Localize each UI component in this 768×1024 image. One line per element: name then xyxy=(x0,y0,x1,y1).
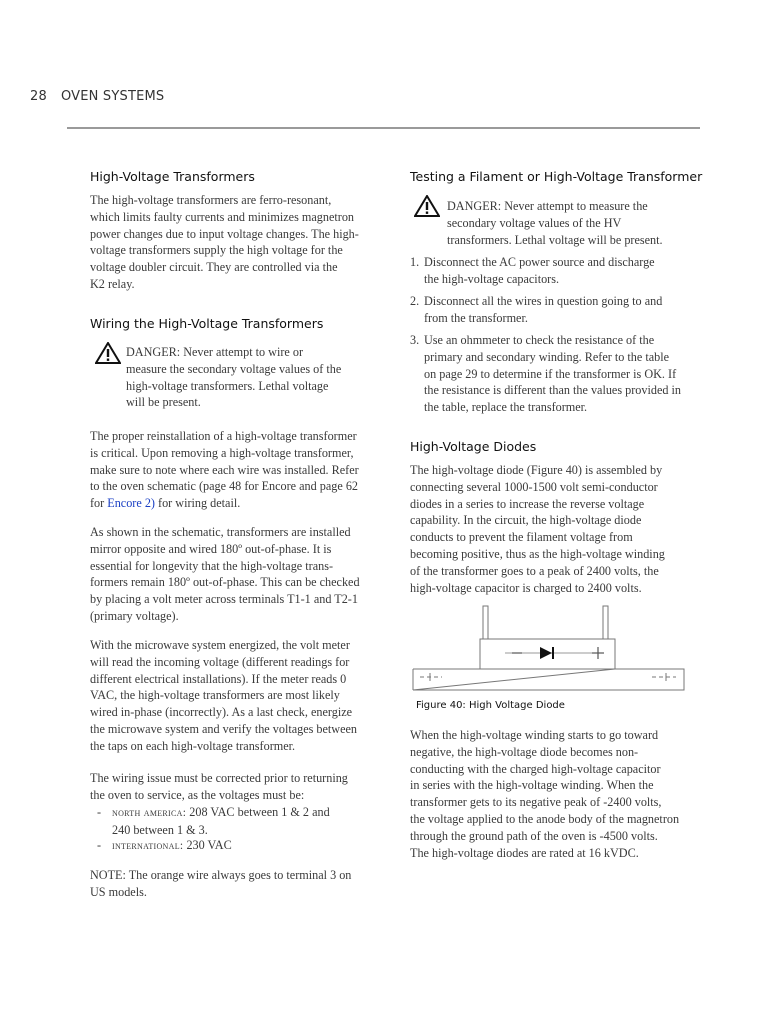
text-line: DANGER: Never attempt to measure the xyxy=(447,199,648,213)
paragraph-hv-diode xyxy=(410,462,720,596)
text-line: Use an ohmmeter to check the resistance of the xyxy=(424,333,655,347)
text-line: in series with the high-voltage winding. When the xyxy=(410,778,654,793)
paragraph-hv-transformers xyxy=(90,192,400,293)
text-line: the resistance is different than the values provided in xyxy=(424,383,681,398)
text-line: different electrical installations). If the meter reads 0 xyxy=(90,671,347,686)
text-line: by placing a volt meter across terminals T1-1 and T2-1 xyxy=(90,592,358,607)
heading-hv-transformers: High-Voltage Transformers xyxy=(90,169,255,184)
step-2 xyxy=(424,293,724,327)
region-label: north america: xyxy=(112,807,187,819)
bullet-international xyxy=(112,837,402,855)
text-line xyxy=(90,495,400,512)
high-voltage-diode-figure xyxy=(410,603,690,695)
step-number: 3. xyxy=(410,333,420,347)
text-line: to the oven schematic (page 48 for Encore and page 62 xyxy=(90,479,359,494)
text-line: When the high-voltage winding starts to go toward xyxy=(410,728,659,742)
warning-icon xyxy=(414,195,440,217)
text-line: the microwave system and verify the voltages between xyxy=(90,721,358,736)
bullet-dash-2: - xyxy=(97,838,102,852)
text-line: negative, the high-voltage diode becomes non- xyxy=(410,744,639,759)
text-fragment: 230 VAC xyxy=(183,838,232,852)
paragraph-reinstallation xyxy=(90,428,400,512)
bullet-dash-1: - xyxy=(97,805,102,819)
step-1 xyxy=(424,254,724,288)
text-line: will be present. xyxy=(126,395,201,410)
text-line: measure the secondary voltage values of the xyxy=(126,361,342,376)
text-line: K2 relay. xyxy=(90,276,135,291)
step-number: 1. xyxy=(410,255,420,269)
text-line: the voltage applied to the anode body of the magnetron xyxy=(410,811,680,826)
text-line: transformer gets to its negative peak of -2400 volts, xyxy=(410,795,662,810)
warning-icon xyxy=(95,342,121,364)
text-fragment: for xyxy=(90,496,108,511)
text-line xyxy=(112,837,402,855)
heading-hv-diodes: High-Voltage Diodes xyxy=(410,439,537,454)
text-line: diodes in a series to increase the reverse voltage xyxy=(410,496,645,511)
figure-caption: Figure 40: High Voltage Diode xyxy=(416,700,565,711)
text-line: is critical. Upon removing a high-voltage transformer, xyxy=(90,445,354,460)
text-line: of the transformer goes to a peak of 2400 volts, the xyxy=(410,563,659,578)
note-orange-wire xyxy=(90,867,400,901)
text-line: primary and secondary winding. Refer to the table xyxy=(424,349,670,364)
text-line: Disconnect the AC power source and discharge xyxy=(424,255,655,269)
text-line: high-voltage transformers. Lethal voltage xyxy=(126,378,329,393)
text-line: essential for longevity that the high-voltage trans- xyxy=(90,558,334,573)
step-number: 2. xyxy=(410,294,420,308)
paragraph-hv-winding xyxy=(410,727,730,861)
text-line: the high-voltage capacitors. xyxy=(424,271,560,286)
paragraph-volt-meter xyxy=(90,637,400,755)
text-line: NOTE: The orange wire always goes to terminal 3 on xyxy=(90,868,352,882)
text-fragment: 208 VAC between 1 & 2 and xyxy=(186,805,330,819)
text-line: through the ground path of the oven is -4500 volts. xyxy=(410,828,658,843)
text-line: the taps on each high-voltage transformer. xyxy=(90,738,296,753)
encore-2-link[interactable]: Encore 2) xyxy=(107,496,155,511)
text-line xyxy=(112,804,402,822)
text-line: power changes due to input voltage changes. The high- xyxy=(90,226,359,241)
region-label: international: xyxy=(112,840,184,852)
text-line: make sure to note where each wire was installed. Refer xyxy=(90,462,359,477)
page-header xyxy=(30,89,164,104)
text-line: (primary voltage). xyxy=(90,608,179,623)
text-line: 240 between 1 & 3. xyxy=(112,822,208,837)
text-line: The high-voltage diodes are rated at 16 kVDC. xyxy=(410,845,639,860)
text-line: With the microwave system energized, the volt meter xyxy=(90,638,350,652)
text-line: connecting several 1000-1500 volt semi-conductor xyxy=(410,479,658,494)
text-line: As shown in the schematic, transformers are installed xyxy=(90,525,351,539)
text-line: the oven to service, as the voltages must be: xyxy=(90,787,305,802)
text-line: conducting with the charged high-voltage capacitor xyxy=(410,761,661,776)
text-line: capability. In the circuit, the high-voltage diode xyxy=(410,513,642,528)
text-line: high-voltage capacitor is charged to 2400 volts. xyxy=(410,580,642,595)
danger-notice-testing xyxy=(447,198,727,248)
text-line: from the transformer. xyxy=(424,310,528,325)
header-rule xyxy=(67,127,700,129)
text-fragment: for wiring detail. xyxy=(154,496,241,511)
text-line: The wiring issue must be corrected prior to returning xyxy=(90,771,348,785)
text-line: wired in-phase (incorrectly). As a last check, energize xyxy=(90,705,353,720)
text-line: the table, replace the transformer. xyxy=(424,400,588,415)
bullet-north-america xyxy=(112,804,402,839)
text-line: on page 29 to determine if the transformer is OK. If xyxy=(424,366,677,381)
page-number: 28 xyxy=(30,89,47,104)
text-line: will read the incoming voltage (different readings for xyxy=(90,654,350,669)
text-line: The proper reinstallation of a high-voltage transformer xyxy=(90,429,357,443)
heading-testing: Testing a Filament or High-Voltage Transformer xyxy=(410,169,703,184)
text-line: The high-voltage diode (Figure 40) is assembled by xyxy=(410,463,663,477)
step-3 xyxy=(424,332,734,416)
text-line: secondary voltage values of the HV xyxy=(447,215,622,230)
paragraph-schematic xyxy=(90,524,400,625)
heading-wiring: Wiring the High-Voltage Transformers xyxy=(90,316,324,331)
text-line: Disconnect all the wires in question going to and xyxy=(424,294,663,308)
text-line: transformers. Lethal voltage will be present. xyxy=(447,232,663,247)
paragraph-wiring-issue xyxy=(90,770,400,804)
text-line: becoming positive, thus as the high-voltage winding xyxy=(410,546,665,561)
text-line: voltage doubler circuit. They are controlled via the xyxy=(90,260,338,275)
section-title: OVEN SYSTEMS xyxy=(60,89,165,104)
text-line: formers remain 180º out-of-phase. This can be checked xyxy=(90,575,360,590)
text-line: mirror opposite and wired 180º out-of-phase. It is xyxy=(90,541,332,556)
text-line: which limits faulty currents and minimizes magnetron xyxy=(90,209,355,224)
text-line: VAC, the high-voltage transformers are most likely xyxy=(90,688,340,703)
text-line: US models. xyxy=(90,884,147,899)
text-line: DANGER: Never attempt to wire or xyxy=(126,345,304,359)
text-line: voltage transformers supply the high voltage for the xyxy=(90,243,343,258)
danger-notice-wiring xyxy=(126,344,406,411)
text-line: The high-voltage transformers are ferro-resonant, xyxy=(90,193,332,207)
text-line: conducts to prevent the filament voltage from xyxy=(410,530,633,545)
